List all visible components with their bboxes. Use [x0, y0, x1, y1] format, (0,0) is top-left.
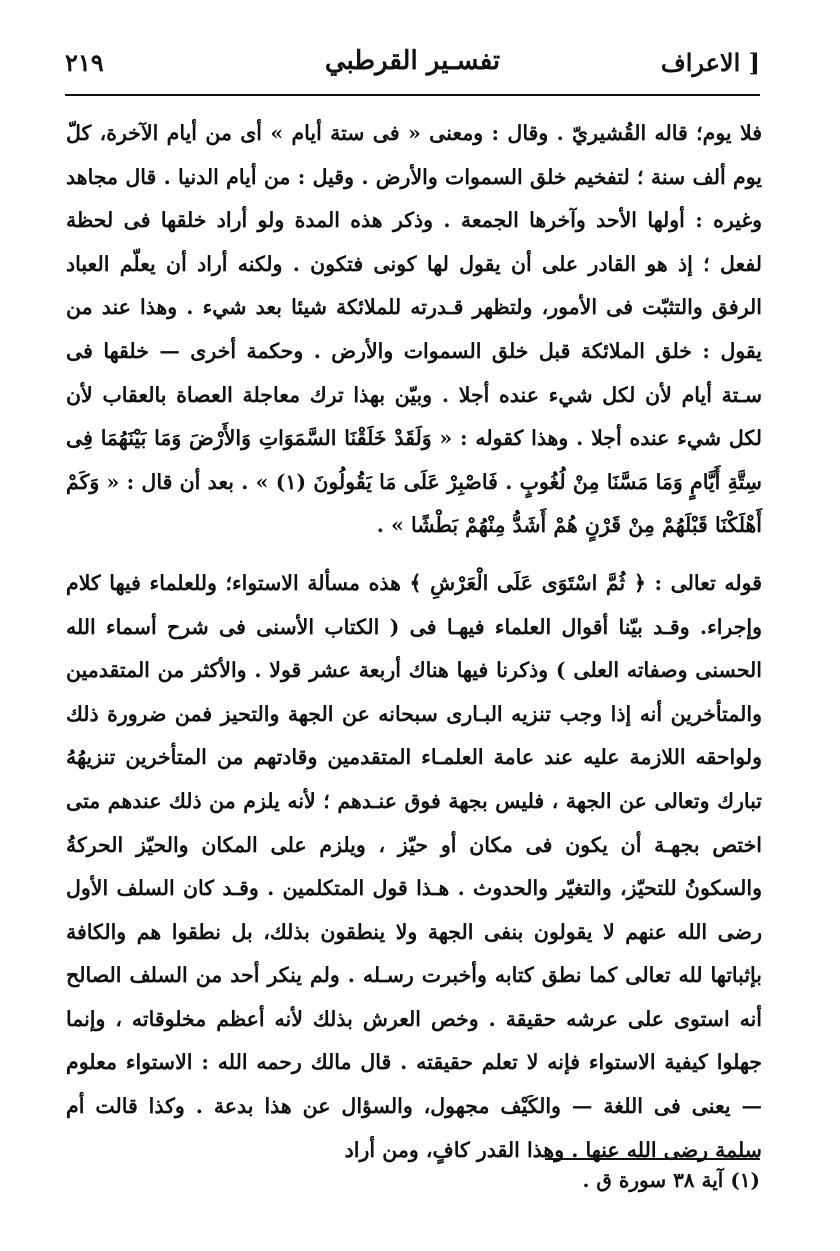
- footnote: (١) آية ٣٨ سورة ق .: [582, 1168, 760, 1192]
- paragraph-1: فلا يوم؛ قاله القُشيريّ . وقال : ومعنى « فى ستة أيام » أى من أيام الآخرة، كلّ يوم ألف سنة ؛ لتفخيم خلق السموات والأرض . وقيل : من أيام الدنيا . قال مجاهد وغيره : أولها الأحد وآخرها الجمعة . وذكر هذه المدة ولو أراد خلقها فى لحظة لفعل ؛ إذ هو القادر على أن يقول لها كونى فتكون . ولكنه أراد أن يعلّم العباد الرفق والتثبّت فى الأمور، ولتظهر قـدرته للملائكة شيئا بعد شيء . وهذا عند من يقول : خلق الملائكة قبل خلق السموات والأرض . وحكمة أخرى — خلقها فى سـتة أيام لأن لكل شيء عنده أجلا . وبيّن بهذا ترك معاجلة العصاة بالعقاب لأن لكل شيء عنده أجلا . وهذا كقوله : « وَلَقَدْ خَلَقْنَا السَّمَوَاتِ وَالأَرْضَ وَمَا بَيْنَهُمَا فِى سِتَّةِ أَيَّامٍ وَمَا مَسَّنَا مِنْ لُغُوبٍ . فَاصْبِرْ عَلَى مَا يَقُولُونَ (١) » . بعد أن قال : « وَكَمْ أَهْلَكْنَا قَبْلَهُمْ مِنْ قَرْنٍ هُمْ أَشَدُّ مِنْهُمْ بَطْشًا » .: [66, 121, 762, 538]
- surah-name: [ الاعراف: [660, 48, 760, 77]
- paragraph-2: قوله تعالى : ﴿ ثُمَّ اسْتَوَى عَلَى الْعَرْشِ ﴾ هذه مسألة الاستواء؛ وللعلماء فيها كلام وإجراء. وقـد بيّنا أقوال العلماء فيهـا فى ( الكتاب الأسنى فى شرح أسماء الله الحسنى وصفاته العلى ) وذكرنا فيها هناك أربعة عشر قولا . والأكثر من المتقدمين والمتأخرين أنه إذا وجب تنزيه البـارى سبحانه عن الجهة والتحيز فمن ضرورة ذلك ولواحقه اللازمة عليه عند عامة العلمـاء المتقدمين وقادتهم من المتأخرين تنزيهُهُ تبارك وتعالى عن الجهة ، فليس بجهة فوق عنـدهم ؛ لأنه يلزم من ذلك عندهم متى اختص بجهـة أن يكون فى مكان أو حيّز ، ويلزم على المكان والحيّز الحركةُ والسكونُ للتحيّز، والتغيّر والحدوث . هـذا قول المتكلمين . وقـد كان السلف الأول رضى الله عنهم لا يقولون بنفى الجهة ولا ينطقون بذلك، بل نطقوا هم والكافة بإثباتها لله تعالى كما نطق كتابه وأخبرت رسـله . ولم ينكر أحد من السلف الصالح أنه استوى على عرشه حقيقة . وخص العرش بذلك لأنه أعظم مخلوقاته ، وإنما جهلوا كيفية الاستواء فإنه لا تعلم حقيقته . قال مالك رحمه الله : الاستواء معلوم — يعنى فى اللغة — والكَيْف مجهول، والسؤال عن هذا بدعة . وكذا قالت أم سلمة رضى الله عنها . وهذا القدر كافٍ، ومن أراد: [66, 570, 762, 1162]
- header-divider: [65, 94, 760, 96]
- page-number: ٢١٩: [65, 48, 104, 77]
- page-header: [65, 42, 760, 92]
- book-title: تفسـير القرطبي: [324, 46, 501, 76]
- main-text: [66, 112, 762, 1172]
- footnote-divider: [545, 1158, 760, 1160]
